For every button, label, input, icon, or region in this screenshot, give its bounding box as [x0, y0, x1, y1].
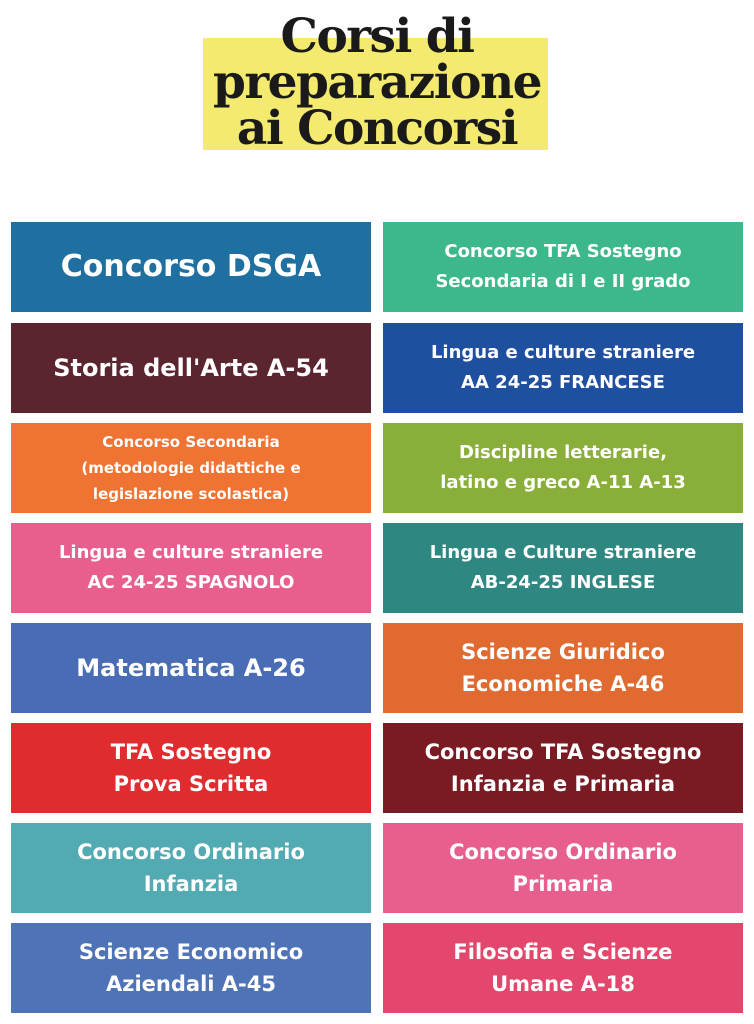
course-label: Concorso Secondaria	[102, 433, 280, 451]
course-tile-discipline-letterarie[interactable]	[383, 423, 743, 513]
course-tile-ordinario-primaria[interactable]	[383, 823, 743, 913]
title-line-1: Corsi di	[280, 9, 474, 64]
course-tile-francese[interactable]	[383, 323, 743, 413]
course-label: Aziendali A-45	[106, 972, 276, 996]
course-label: Concorso Ordinario	[77, 840, 305, 864]
course-label: Infanzia e Primaria	[450, 772, 676, 796]
course-label: Concorso TFA Sostegno	[444, 241, 682, 262]
title-line-3: ai Concorsi	[236, 101, 518, 156]
course-label: Storia dell'Arte A-54	[53, 354, 329, 382]
course-label: Matematica A-26	[76, 654, 306, 682]
course-label: legislazione scolastica)	[92, 485, 290, 503]
course-label: TFA Sostegno	[110, 740, 272, 764]
course-label: Lingua e culture straniere	[430, 342, 696, 363]
course-label: Economiche A-46	[461, 672, 665, 696]
course-label: AA 24-25 FRANCESE	[461, 372, 665, 393]
course-label: Lingua e culture straniere	[58, 542, 324, 563]
course-tile-spagnolo[interactable]	[11, 523, 371, 613]
course-tile-matematica[interactable]	[11, 623, 371, 713]
course-label: Secondaria di I e II grado	[435, 271, 691, 292]
course-label: Lingua e Culture straniere	[429, 542, 697, 563]
course-tile-scienze-giuridico[interactable]	[383, 623, 743, 713]
course-label: AB-24-25 INGLESE	[470, 572, 656, 593]
course-label: Prova Scritta	[113, 772, 269, 796]
title-line-2: preparazione	[212, 55, 542, 110]
course-label: Umane A-18	[491, 972, 635, 996]
course-label: Filosofia e Scienze	[453, 940, 673, 964]
course-tile-tfa-infanzia-primaria[interactable]	[383, 723, 743, 813]
course-label: Concorso TFA Sostegno	[424, 740, 702, 764]
course-label: Primaria	[512, 872, 614, 896]
course-tile-tfa-prova-scritta[interactable]	[11, 723, 371, 813]
course-tile-storia-arte[interactable]	[11, 323, 371, 413]
course-tile-concorso-dsga[interactable]	[11, 222, 371, 312]
course-tile-tfa-sostegno-secondaria[interactable]	[383, 222, 743, 312]
course-label: (metodologie didattiche e	[81, 459, 301, 477]
course-label: Scienze Economico	[78, 940, 304, 964]
course-tile-inglese[interactable]	[383, 523, 743, 613]
course-label: Scienze Giuridico	[461, 640, 665, 664]
course-label: latino e greco A-11 A-13	[440, 472, 686, 493]
course-label: Discipline letterarie,	[458, 442, 668, 463]
course-tile-ordinario-infanzia[interactable]	[11, 823, 371, 913]
course-tile-scienze-economico[interactable]	[11, 923, 371, 1013]
course-tile-concorso-secondaria[interactable]	[11, 423, 371, 513]
course-label: Concorso Ordinario	[449, 840, 677, 864]
course-tile-filosofia[interactable]	[383, 923, 743, 1013]
course-label: Infanzia	[143, 872, 239, 896]
course-label: Concorso DSGA	[60, 249, 322, 284]
course-label: AC 24-25 SPAGNOLO	[87, 572, 295, 593]
